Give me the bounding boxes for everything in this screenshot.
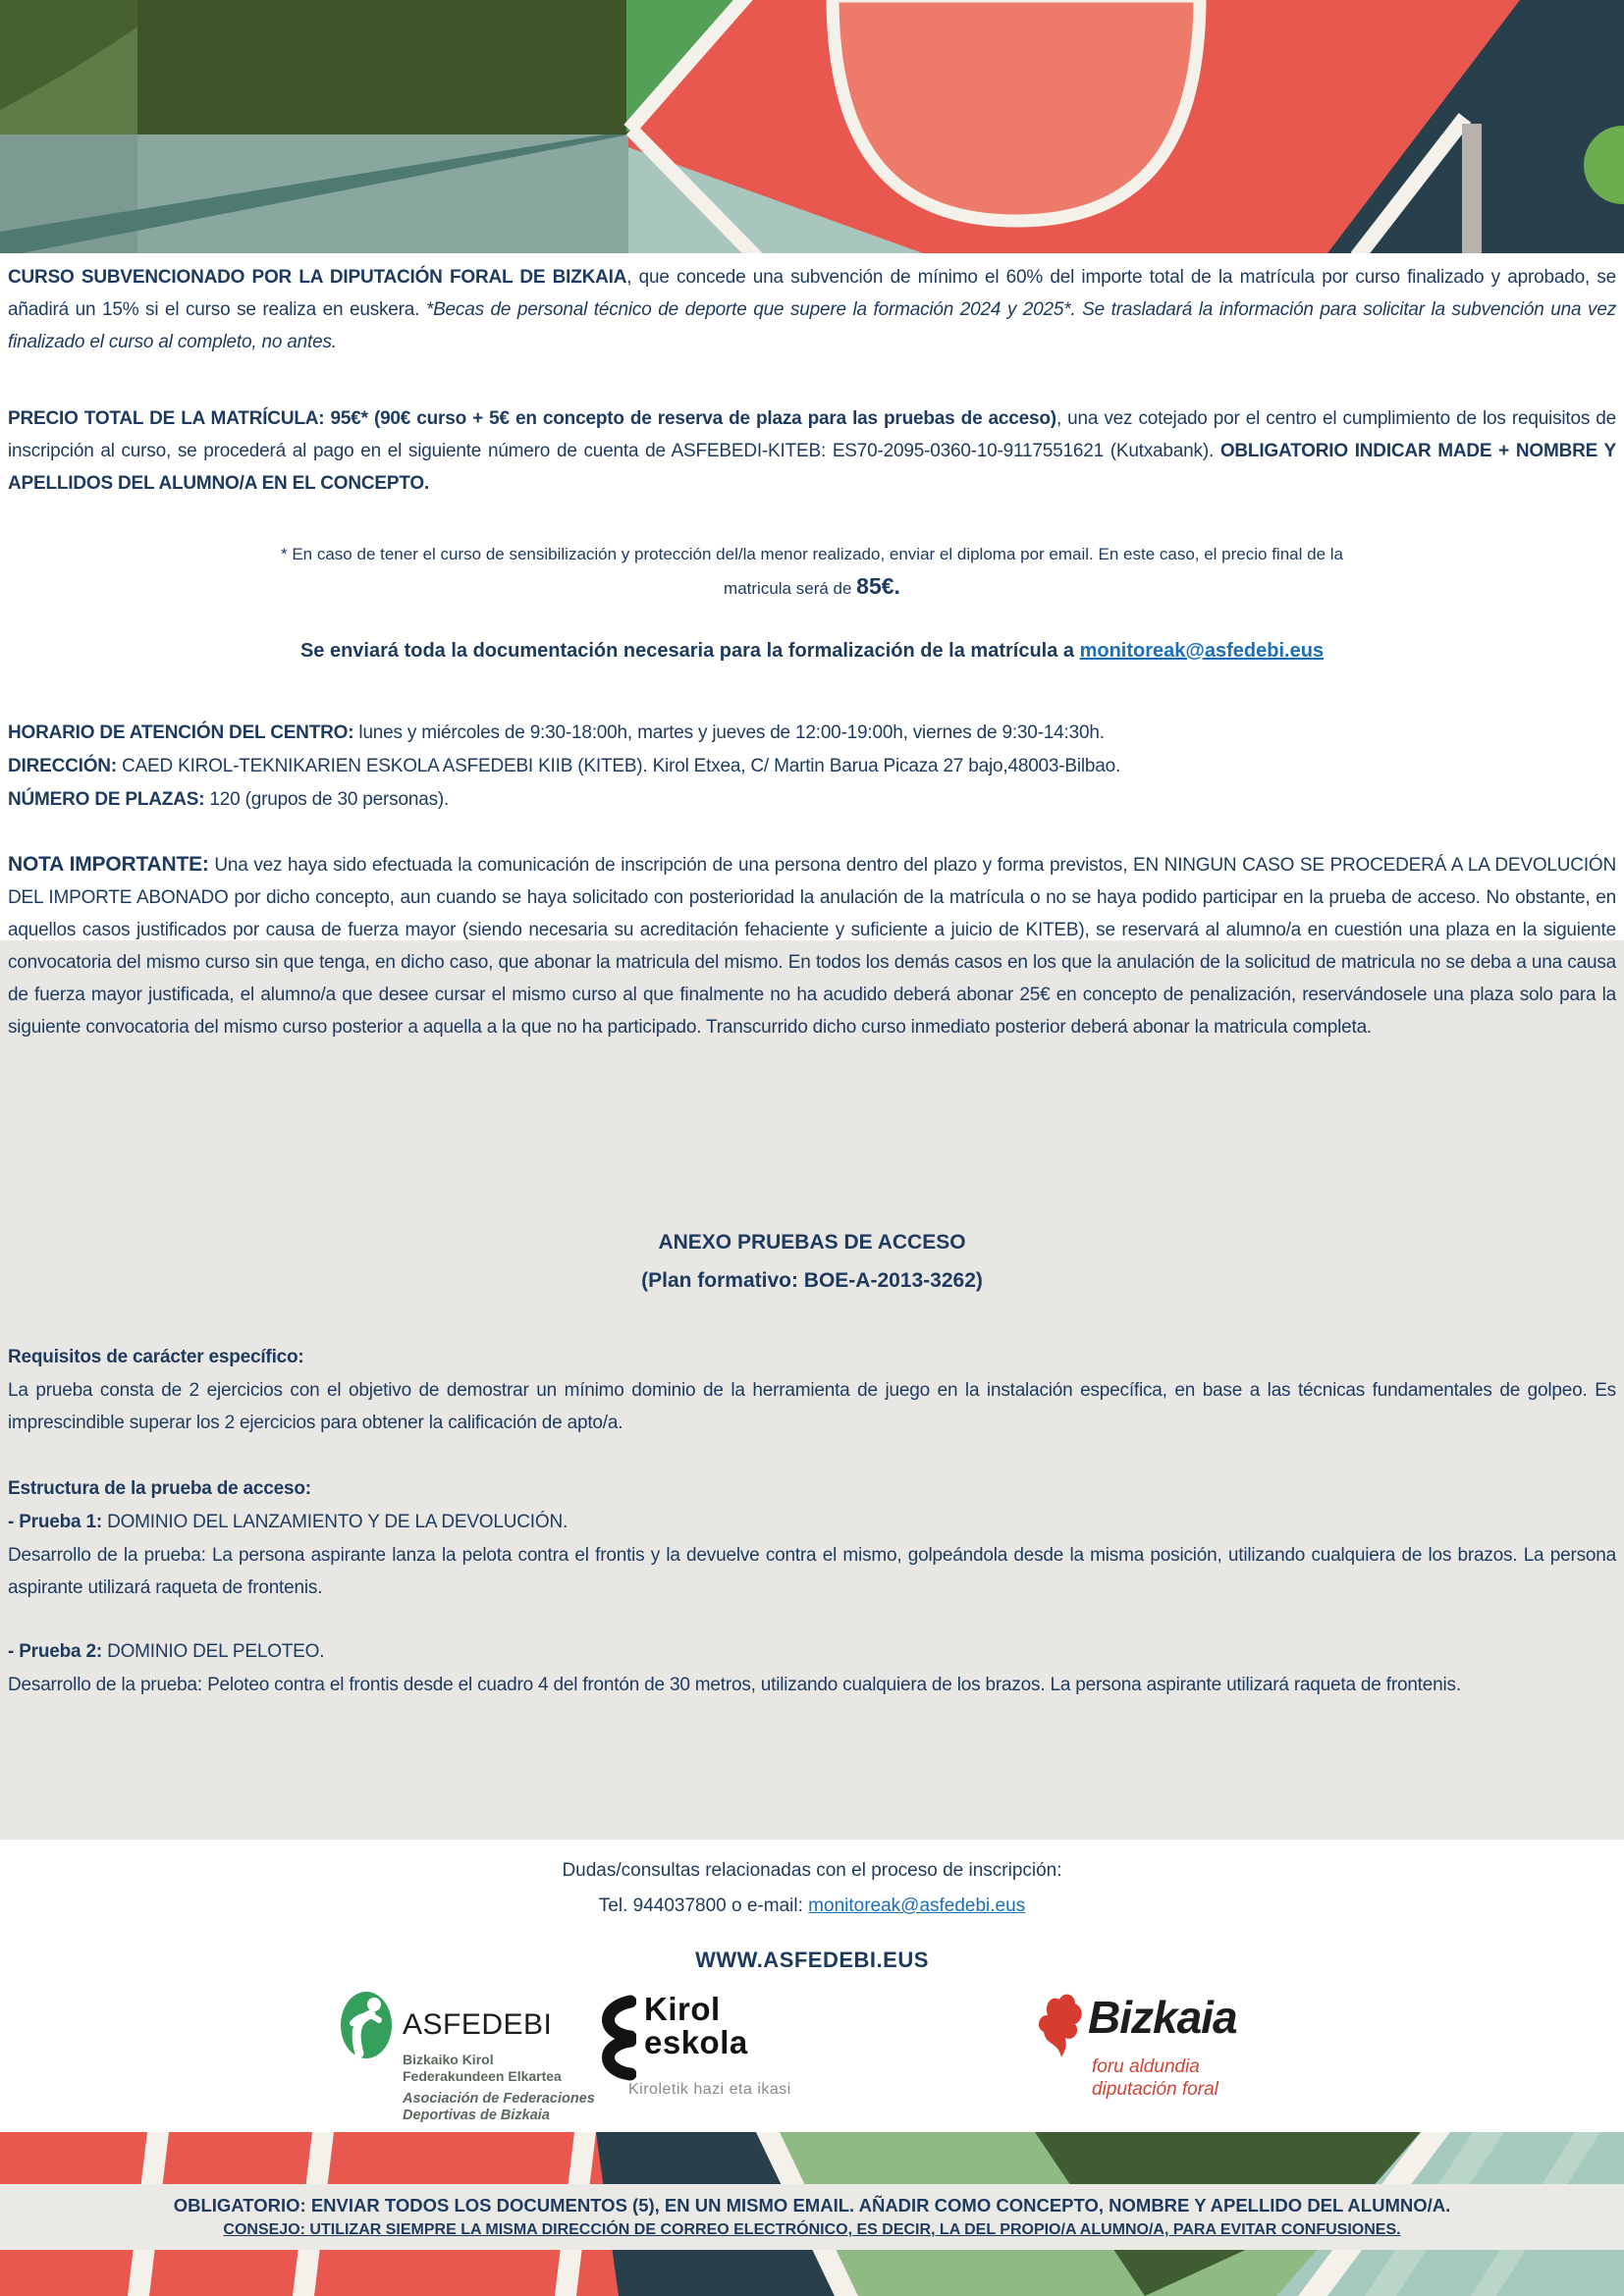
precio-paragraph	[8, 402, 1616, 500]
horario-value: lunes y miércoles de 9:30-18:00h, martes y jueves de 12:00-19:00h, viernes de 9:30-14:30h.	[353, 722, 1105, 743]
plazas-label: NÚMERO DE PLAZAS:	[8, 789, 205, 810]
asfedebi-sub3: Asociación de Federaciones	[403, 2091, 595, 2107]
plazas-line	[8, 783, 1616, 817]
anexo-title: ANEXO PRUEBAS DE ACCESO	[658, 1231, 966, 1254]
precio-bold-tail: OBLIGATORIO INDICAR MADE + NOMBRE Y APELLIDOS DEL ALUMNO/A EN EL CONCEPTO.	[8, 441, 1616, 494]
contacto-section	[0, 1853, 1624, 1924]
intro-italic: *Becas de personal técnico de deporte que supere la formación 2024 y 2025*. Se trasladará la información para solicitar la subvención una vez finalizado el curso al completo, no antes.	[8, 299, 1616, 352]
prueba2-label: - Prueba 2:	[8, 1641, 102, 1662]
footnote	[0, 538, 1624, 605]
contacto-tel: Tel. 944037800 o e-mail:	[598, 1896, 809, 1916]
contacto-line2	[0, 1889, 1624, 1924]
footer-strip	[0, 2184, 1624, 2250]
prueba1-body: Desarrollo de la prueba: La persona aspirante lanza la pelota contra el frontis y la devuelve contra el mismo, golpeándola desde la misma posición, utilizando cualquiera de los brazos. La persona aspirante utilizará raqueta de frontenis.	[8, 1545, 1616, 1598]
requisitos-heading: Requisitos de carácter específico:	[8, 1347, 304, 1367]
prueba2-section	[8, 1635, 1616, 1701]
prueba2-title: DOMINIO DEL PELOTEO.	[102, 1641, 325, 1662]
asfedebi-logo-sub-basque	[403, 2052, 562, 2085]
bizkaia-subs	[1092, 2056, 1218, 2101]
footnote-line2	[0, 570, 1624, 605]
contacto-line1: Dudas/consultas relacionadas con el proceso de inscripción:	[562, 1860, 1062, 1881]
bizkaia-sub2: diputación foral	[1092, 2079, 1218, 2100]
prueba2-body: Desarrollo de la prueba: Peloteo contra el frontis desde el cuadro 4 del frontón de 30 metros, utilizando cualquiera de los brazos. La persona aspirante utilizará raqueta de frontenis.	[8, 1675, 1461, 1695]
nota-text: Una vez haya sido efectuada la comunicación de inscripción de una persona dentro del plazo y forma previstos, EN NINGUN CASO SE PROCEDERÁ A LA DEVOLUCIÓN DEL IMPORTE ABONADO por dicho concepto, aun cuando se haya solicitado con posterioridad la anulación de la matrícula o no se haya podido participar en la prueba de acceso. No obstante, en aquellos casos justificados por causa de fuerza mayor (siendo necesaria su acreditación fehaciente y suficiente a juicio de KITEB), se reservará al alumno/a en cuestión una plaza en la siguiente convocatoria del mismo curso sin que tenga, en dicho caso, que abonar la matricula del mismo. En todos los demás casos en los que la anulación de la solicitud de matricula no se deba a una causa de fuerza mayor justificada, el alumno/a que desee cursar el mismo curso al que finalmente no ha acudido deberá abonar 25€ en concepto de penalización, reservándosele una plaza solo para la siguiente convocatoria del mismo curso posterior a aquella a la que no ha participado. Transcurrido dicho curso inmediato posterior deberá abonar la matricula completa.	[8, 855, 1616, 1038]
precio-bold-lead: PRECIO TOTAL DE LA MATRÍCULA: 95€* (90€ curso + 5€ en concepto de reserva de plaza para las pruebas de acceso)	[8, 408, 1056, 429]
requisitos-section	[8, 1341, 1616, 1439]
bizkaia-logo-icon	[1037, 1991, 1086, 2059]
prueba1-line	[8, 1506, 1616, 1539]
direccion-line	[8, 750, 1616, 783]
nota-label: NOTA IMPORTANTE:	[8, 853, 209, 876]
datos-centro	[8, 717, 1616, 817]
nota-importante	[8, 848, 1616, 1043]
footnote-line2-pre: matricula será de	[724, 579, 857, 598]
requisitos-body: La prueba consta de 2 ejercicios con el objetivo de demostrar un mínimo dominio de la herramienta de juego en la instalación específica, en base a las técnicas fundamentales de golpeo. Es imprescindible superar los 2 ejercicios para obtener la calificación de apto/a.	[8, 1380, 1616, 1433]
asfedebi-sub2: Federakundeen Elkartea	[403, 2068, 562, 2084]
website-line: WWW.ASFEDEBI.EUS	[695, 1948, 929, 1972]
anexo-subtitle: (Plan formativo: BOE-A-2013-3262)	[641, 1269, 983, 1292]
kirol-tagline: Kiroletik hazi eta ikasi	[628, 2081, 791, 2098]
envio-text: Se enviará toda la documentación necesaria para la formalización de la matrícula a	[299, 640, 1080, 662]
direccion-value: CAED KIROL-TEKNIKARIEN ESKOLA ASFEDEBI KIIB (KITEB). Kirol Etxea, C/ Martin Barua Picaza 27 bajo,48003-Bilbao.	[116, 756, 1121, 776]
bizkaia-sub1: foru aldundia	[1092, 2056, 1200, 2077]
kirol-line1: Kirol	[644, 1991, 721, 2027]
envio-line	[0, 640, 1624, 663]
estructura-heading: Estructura de la prueba de acceso:	[8, 1478, 311, 1499]
anexo-heading	[0, 1223, 1624, 1300]
plazas-value: 120 (grupos de 30 personas).	[204, 789, 450, 810]
bizkaia-name: Bizkaia	[1088, 1992, 1237, 2043]
horario-label: HORARIO DE ATENCIÓN DEL CENTRO:	[8, 722, 354, 743]
precio-text: , una vez cotejado por el centro el cumplimiento de los requisitos de inscripción al curso, se procederá al pago en el siguiente número de cuenta de ASFEBEDI-KITEB: ES70-2095-0360-10-9117551621 (Kutxabank).	[8, 408, 1617, 461]
asfedebi-logo-sub-spanish	[403, 2091, 595, 2124]
envio-email-link[interactable]: monitoreak@asfedebi.eus	[1079, 640, 1325, 662]
bizkaia-logo	[1037, 1985, 1331, 2122]
kirol-eskola-logo-icon	[589, 1995, 636, 2081]
footnote-price: 85€.	[856, 573, 900, 599]
asfedebi-logo-name: ASFEDEBI	[403, 2008, 553, 2041]
prueba1-title: DOMINIO DEL LANZAMIENTO Y DE LA DEVOLUCIÓN.	[102, 1512, 568, 1532]
kirol-line2: eskola	[644, 2024, 748, 2060]
intro-paragraph	[8, 261, 1616, 358]
intro-bold: CURSO SUBVENCIONADO POR LA DIPUTACIÓN FORAL DE BIZKAIA	[8, 267, 627, 288]
kirol-eskola-logo	[589, 1991, 825, 2118]
prueba2-line	[8, 1635, 1616, 1669]
footer-line1: OBLIGATORIO: ENVIAR TODOS LOS DOCUMENTOS (5), EN UN MISMO EMAIL. AÑADIR COMO CONCEPTO, NOMBRE Y APELLIDO DEL ALUMNO/A.	[173, 2195, 1451, 2216]
direccion-label: DIRECCIÓN:	[8, 756, 117, 776]
horario-line	[8, 717, 1616, 750]
contacto-email-link[interactable]: monitoreak@asfedebi.eus	[808, 1896, 1026, 1916]
intro-text: , que concede una subvención de mínimo el 60% del importe total de la matrícula por curso finalizado y aprobado, se añadirá un 15% si el curso se realiza en euskera.	[8, 267, 1616, 320]
estructura-section	[8, 1472, 1616, 1604]
prueba1-label: - Prueba 1:	[8, 1512, 102, 1532]
header-artwork	[0, 0, 1624, 253]
footer-line2: CONSEJO: UTILIZAR SIEMPRE LA MISMA DIRECCIÓN DE CORREO ELECTRÓNICO, ES DECIR, LA DEL PROPIO/A ALUMNO/A, PARA EVITAR CONFUSIONES.	[223, 2221, 1401, 2238]
asfedebi-sub1: Bizkaiko Kirol	[403, 2052, 494, 2067]
asfedebi-sub4: Deportivas de Bizkaia	[403, 2108, 550, 2123]
asfedebi-logo-icon	[340, 1991, 393, 2059]
footnote-line1: * En caso de tener el curso de sensibilización y protección del/la menor realizado, enviar el diploma por email. En este caso, el precio final de la	[281, 545, 1343, 563]
